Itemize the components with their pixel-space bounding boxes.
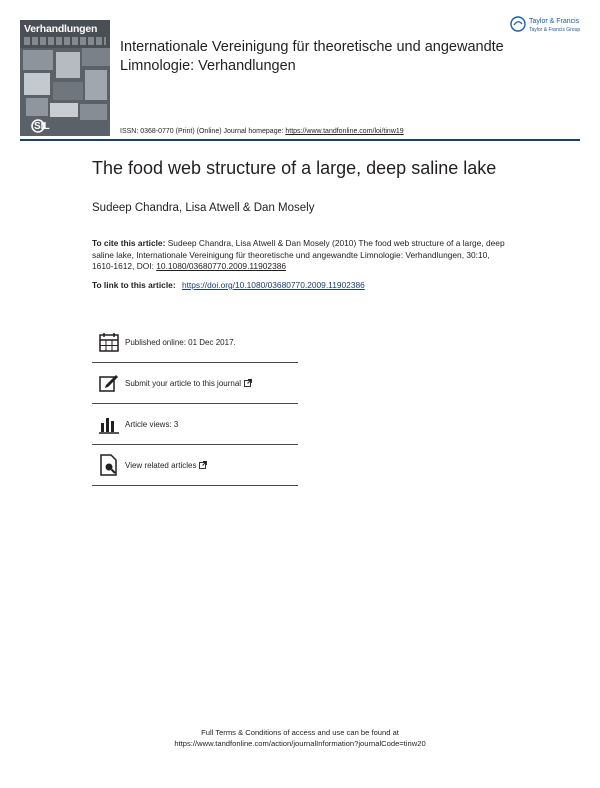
issn-line: [120, 128, 404, 135]
article-doi-url[interactable]: https://doi.org/10.1080/03680770.2009.11902386: [181, 280, 365, 290]
bar-chart-icon: [98, 413, 120, 435]
related-articles-row[interactable]: [92, 445, 298, 486]
related-articles-link[interactable]: [125, 461, 207, 470]
publisher-line1: Taylor & Francis: [529, 18, 580, 25]
related-articles-label: View related articles: [125, 460, 197, 470]
calendar-icon: [98, 331, 120, 353]
article-views-row: [92, 404, 298, 445]
journal-title: Internationale Vereinigung für theoretische und angewandte Limnologie: Verhandlungen: [120, 39, 504, 74]
cover-title: Verhandlungen: [24, 23, 98, 35]
article-views-text: Article views: 3: [125, 419, 179, 429]
header-divider: [20, 139, 580, 141]
citation-block: [92, 238, 512, 273]
link-label: To link to this article:: [92, 280, 178, 290]
published-online-text: Published online: 01 Dec 2017.: [125, 337, 236, 347]
journal-cover-image: [20, 20, 110, 136]
submit-article-label: Submit your article to this journal: [125, 378, 242, 388]
citation-doi-link[interactable]: 10.1080/03680770.2009.11902386: [156, 261, 287, 271]
article-title: The food web structure of a large, deep saline lake: [92, 158, 497, 178]
issn-text: ISSN: 0368-0770 (Print) (Online) Journal homepage:: [120, 128, 286, 135]
footer-terms-link[interactable]: https://www.tandfonline.com/action/journalInformation?journalCode=tinw20: [174, 739, 426, 748]
submit-article-link[interactable]: [125, 379, 252, 388]
article-authors: Sudeep Chandra, Lisa Atwell & Dan Mosely: [92, 202, 315, 214]
publisher-line2: Taylor & Francis Group: [529, 27, 581, 33]
submit-article-row[interactable]: [92, 363, 298, 404]
cover-subtitle-bar: [24, 37, 106, 45]
citation-text: Sudeep Chandra, Lisa Atwell & Dan Mosely (2010) The food web structure of a large, deep saline lake, Internationale Vereinigung für theoretische und angewandte Limnologie: Verhandlungen, 30:10, 1610-1612, DOI:: [92, 238, 505, 271]
citation-label: To cite this article:: [92, 238, 166, 248]
journal-homepage-link[interactable]: https://www.tandfonline.com/loi/tinw19: [285, 128, 404, 135]
document-search-icon: [98, 454, 120, 476]
publisher-logo[interactable]: [510, 15, 584, 37]
publisher-name: [529, 17, 580, 35]
article-info-box: [92, 322, 298, 486]
edit-icon: [98, 372, 120, 394]
footer-line1: Full Terms & Conditions of access and use can be found at: [201, 728, 399, 737]
cover-sil-logo: SIL: [34, 121, 50, 132]
external-link-icon: [244, 379, 252, 387]
published-online-row: [92, 322, 298, 363]
terms-footer: [0, 727, 600, 749]
article-link-line: [92, 280, 365, 290]
external-link-icon: [199, 461, 207, 469]
taylor-francis-icon: [510, 16, 526, 32]
